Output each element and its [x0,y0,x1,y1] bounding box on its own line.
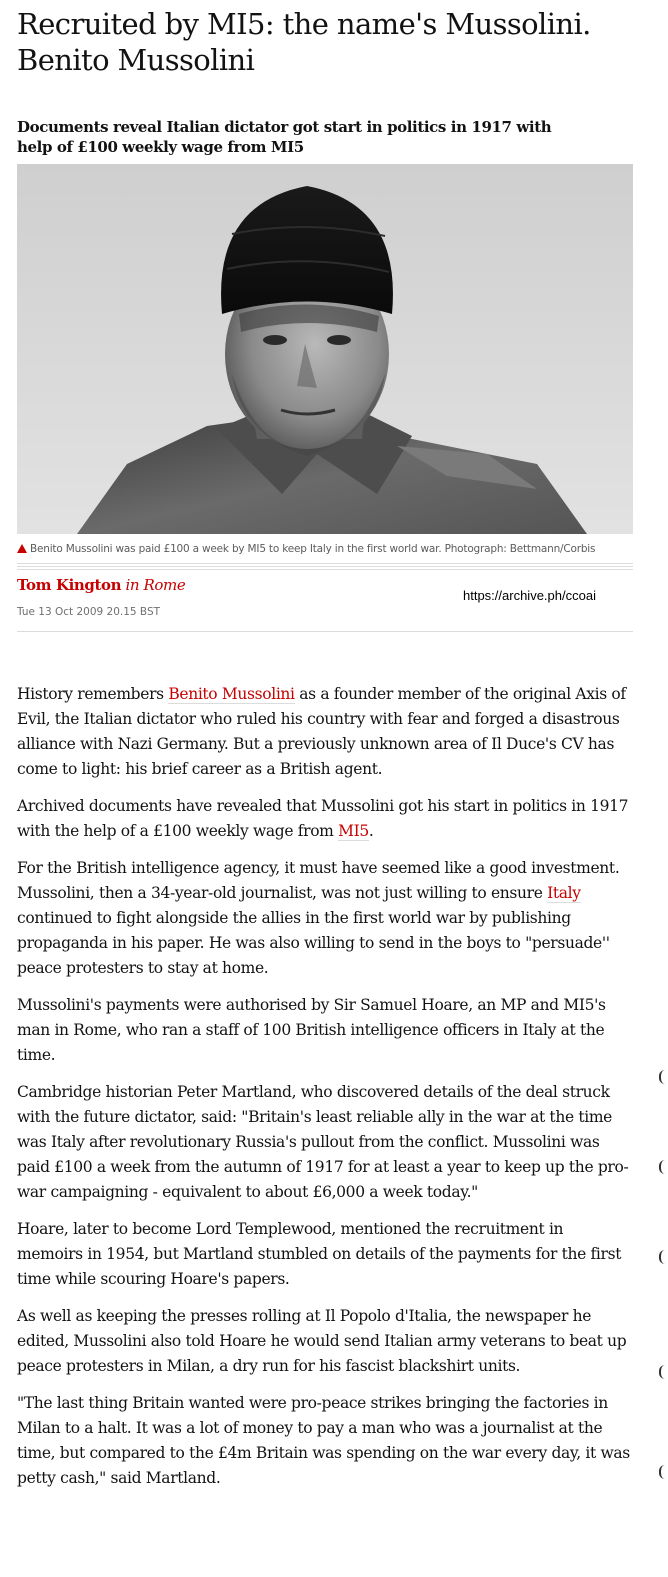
clipped-right-column [659,0,668,1577]
link-italy[interactable]: Italy [547,884,581,902]
standfirst [17,117,577,157]
paragraph-2-text-a: Archived documents have revealed that Mussolini got his start in politics in 1917 with the help of a £100 weekly wage from [17,797,629,840]
byline-location: in Rome [125,576,186,594]
paragraph-7: As well as keeping the presses rolling at Il Popolo d'Italia, the newspaper he edited, Mussolini also told Hoare he would send Italian army veterans to beat up peace protesters in Milan, a dry run for his fascist blackshirt units. [17,1307,627,1375]
standfirst-line-2: help of £100 weekly wage from MI5 [17,138,304,156]
meta-divider [17,563,633,571]
link-mi5[interactable]: MI5 [338,822,369,840]
paragraph-1 [17,682,633,782]
headline-line-1: Recruited by MI5: the name's Mussolini. [17,7,591,41]
standfirst-line-1: Documents reveal Italian dictator got start in politics in 1917 with [17,118,552,136]
author-link[interactable]: Tom Kington [17,576,122,594]
meta-row [17,571,633,631]
paragraph-4: Mussolini's payments were authorised by Sir Samuel Hoare, an MP and MI5's man in Rome, who ran a staff of 100 British intelligence officers in Italy at the time. [17,996,606,1064]
paragraph-3 [17,856,633,981]
archive-url[interactable]: https://archive.ph/ccoai [463,588,596,603]
caption-text: Benito Mussolini was paid £100 a week by MI5 to keep Italy in the first world war. Photograph: Bettmann/Corbis [30,543,596,555]
paragraph-1-text-b: as a founder member of the original Axis of Evil, the Italian dictator who ruled his country with fear and forged a disastrous alliance with Nazi Germany. But a previously unknown area of Il Duce's CV has come to light: his brief career as a British agent. [17,685,626,778]
main-photo[interactable] [17,164,633,534]
paragraph-2-text-b: . [368,822,374,840]
article [17,0,633,1503]
clipped-glyph [659,1160,667,1174]
paragraph-3-text-b: continued to fight alongside the allies in the first world war by publishing propaganda in his paper. He was also willing to send in the boys to "persuade'' peace protesters to stay at home. [17,909,610,977]
headline [17,6,633,78]
byline [17,576,185,594]
paragraph-1-text-a: History remembers [17,685,169,703]
dateline: Tue 13 Oct 2009 20.15 BST [17,606,161,618]
paragraph-3-text-a: For the British intelligence agency, it must have seemed like a good investment. Mussolini, then a 34-year-old journalist, was not just willing to ensure [17,859,620,902]
photo-caption [17,542,633,556]
clipped-glyph [659,1070,667,1084]
paragraph-8: "The last thing Britain wanted were pro-peace strikes bringing the factories in Milan to a halt. It was a lot of money to pay a man who was a journalist at the time, but compared to the £4m Britain was spending on the war every day, it was petty cash," said Martland. [17,1394,630,1487]
paragraph-5: Cambridge historian Peter Martland, who discovered details of the deal struck with the future dictator, said: "Britain's least reliable ally in the war at the time was Italy after revolutionary Russia's pullout from the conflict. Mussolini was paid £100 a week from the autumn of 1917 for at least a year to keep up the pro-war campaigning - equivalent to about £6,000 a week today." [17,1083,629,1201]
link-benito-mussolini[interactable]: Benito Mussolini [168,685,295,703]
caption-triangle-icon [17,544,27,553]
paragraph-6: Hoare, later to become Lord Templewood, mentioned the recruitment in memoirs in 1954, but Martland stumbled on details of the payments for the first time while scouring Hoare's papers. [17,1220,622,1288]
headline-line-2: Benito Mussolini [17,43,255,77]
clipped-glyph [659,1465,667,1479]
paragraph-2 [17,794,633,844]
clipped-glyph [659,1250,667,1264]
article-body [17,682,633,1491]
clipped-glyph [659,1365,667,1379]
mussolini-portrait [17,164,633,534]
meta-bottom-rule [17,631,633,632]
